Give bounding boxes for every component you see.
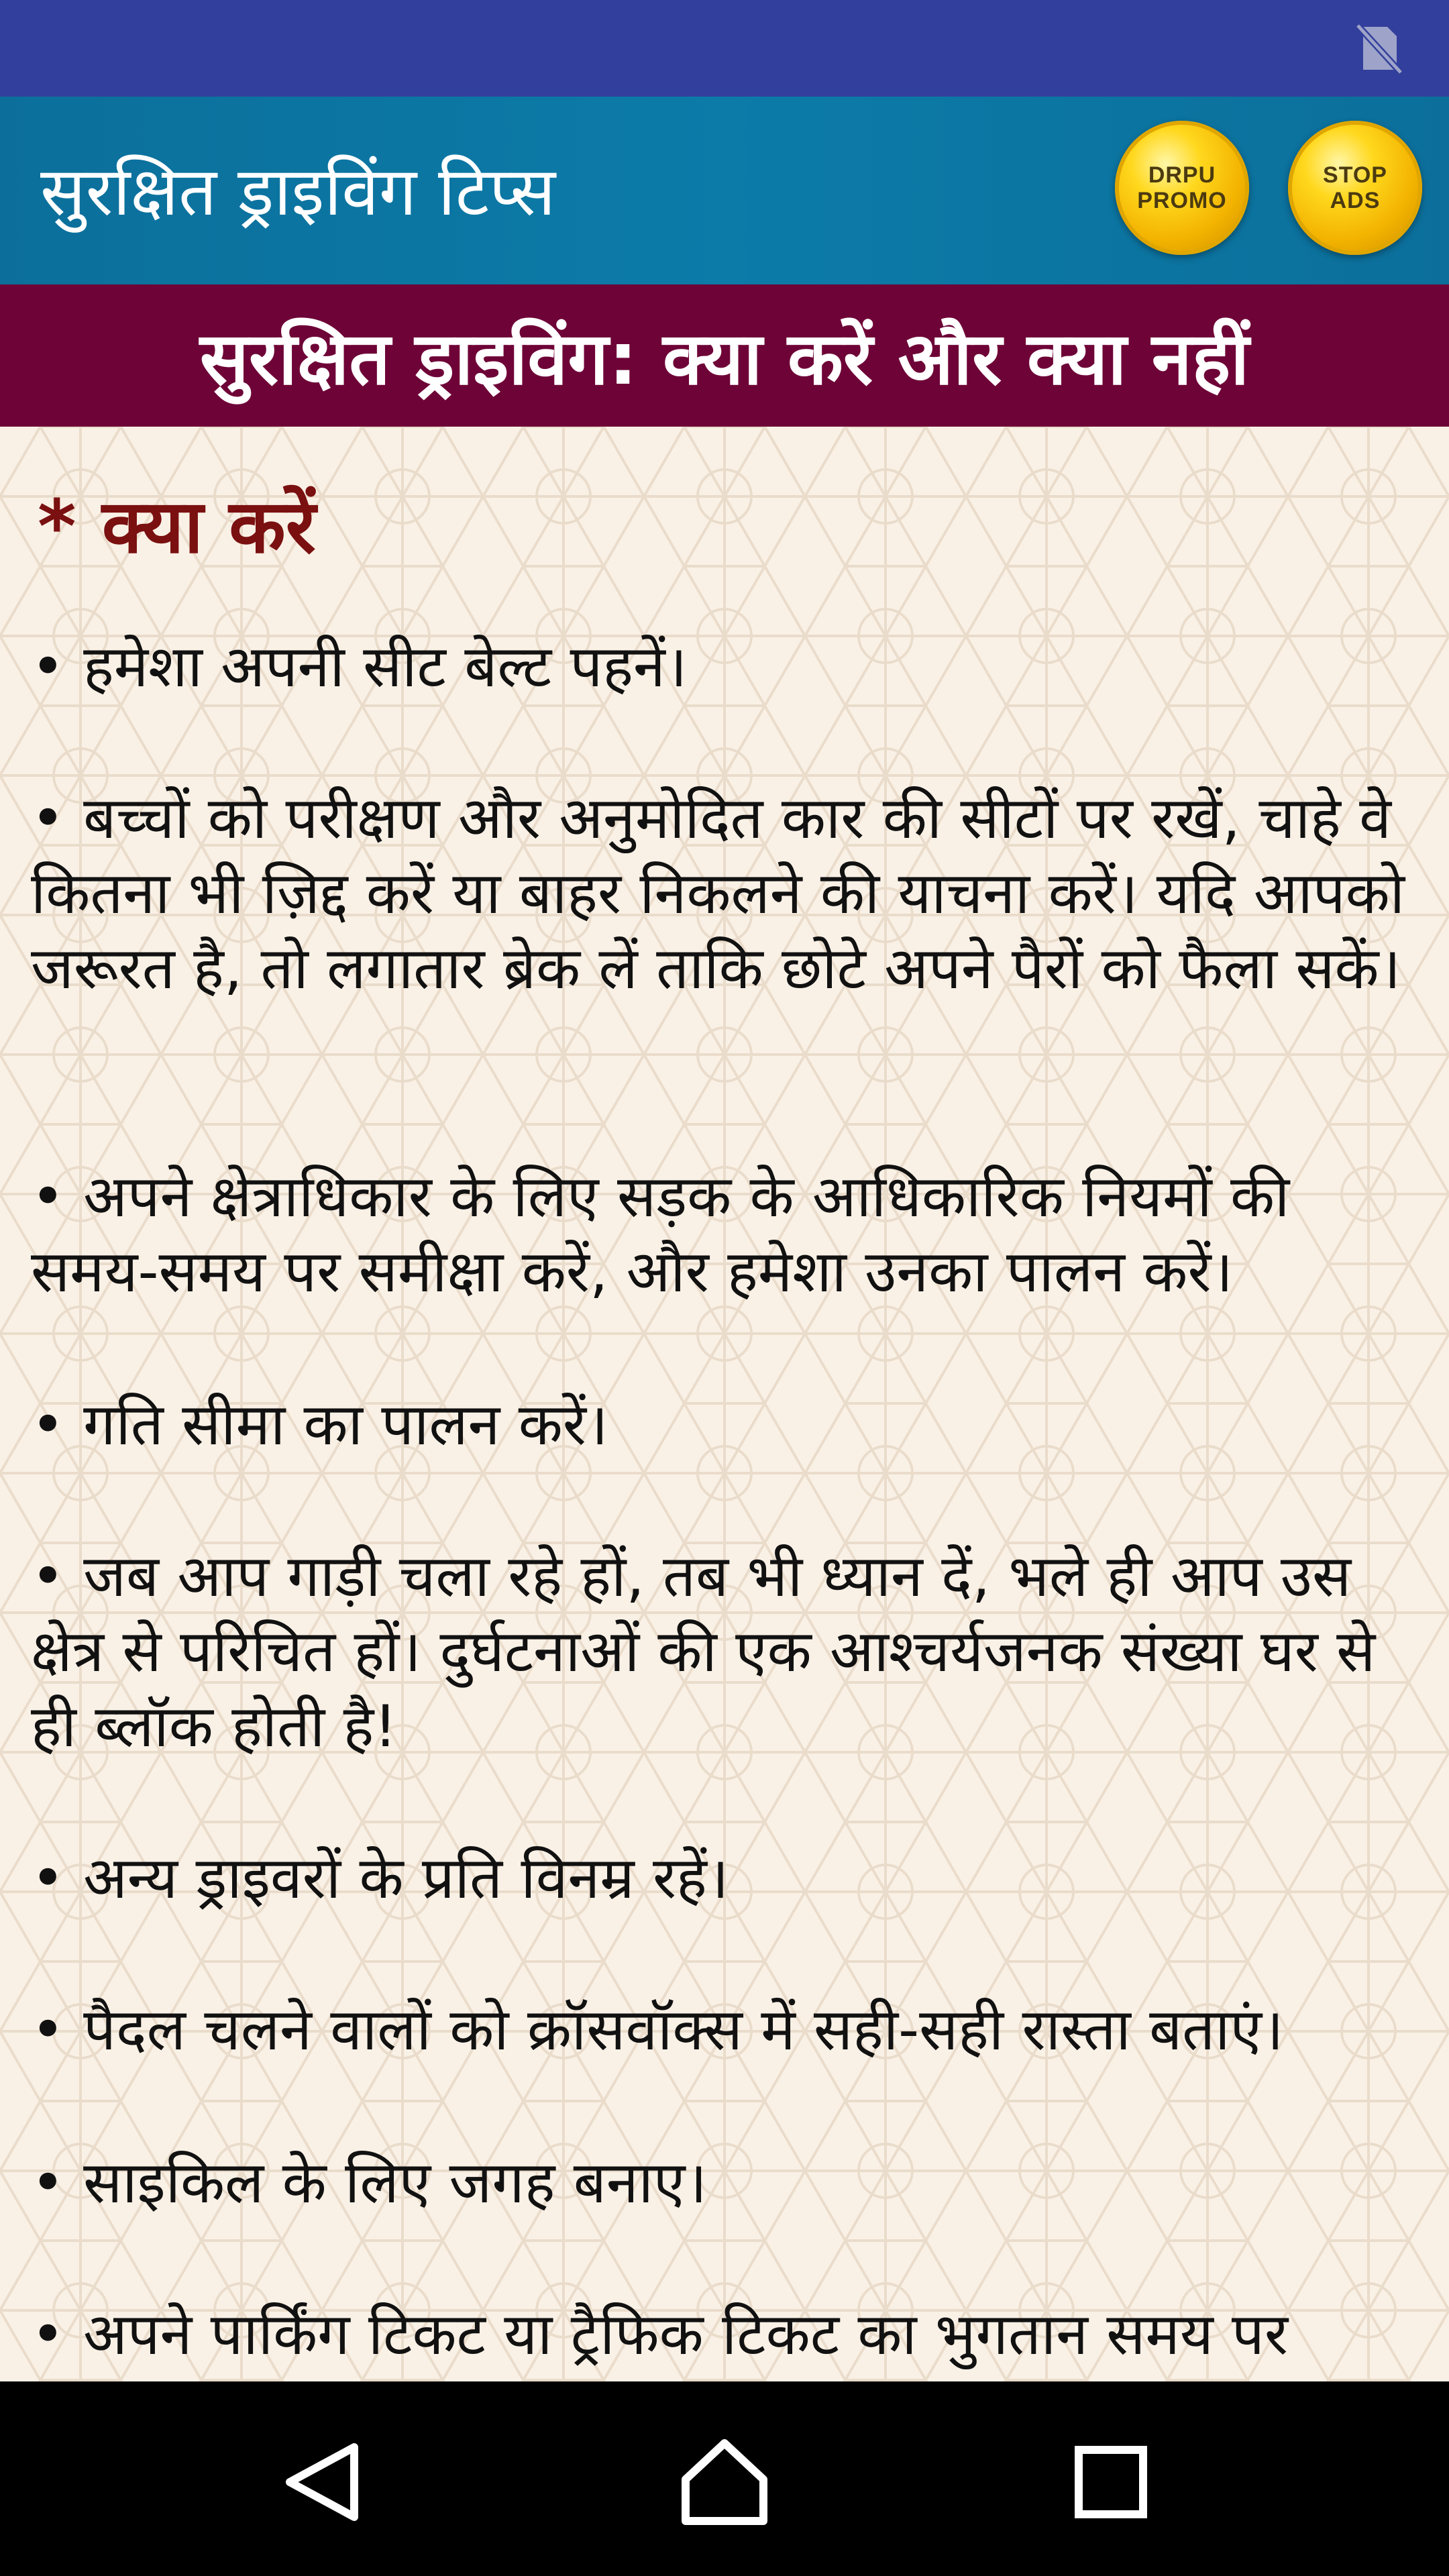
recents-square-icon[interactable] — [1057, 2435, 1165, 2529]
section-banner — [0, 284, 1449, 427]
stop-ads-button[interactable] — [1288, 121, 1422, 255]
tip-item: • अपने पार्किंग टिकट या ट्रैफिक टिकट का भुगतान समय पर — [31, 2301, 1289, 2368]
banner-title: सुरक्षित ड्राइविंग: क्या करें और क्या नहीं — [199, 317, 1250, 401]
dos-heading: * क्या करें — [38, 484, 316, 570]
app-title: सुरक्षित ड्राइविंग टिप्स — [40, 152, 556, 231]
drpu-promo-label: DRPU PROMO — [1137, 162, 1227, 213]
tips-content[interactable] — [0, 427, 1449, 2381]
no-sim-icon — [1348, 20, 1409, 76]
tip-item: • गति सीमा का पालन करें। — [31, 1391, 608, 1458]
drpu-promo-button[interactable] — [1115, 121, 1249, 255]
home-icon[interactable] — [671, 2435, 778, 2529]
app-bar — [0, 97, 1449, 284]
tip-item: • बच्चों को परीक्षण और अनुमोदित कार की सीटों पर रखें, चाहे वे कितना भी ज़िद्द करें या बाहर निकलने की याचना करें। यदि आपको जरूरत है, तो लगातार ब्रेक लें ताकि छोटे अपने पैरों को फैला सकें। — [31, 785, 1405, 1002]
tip-item: • अपने क्षेत्राधिकार के लिए सड़क के आधिकारिक नियमों की समय-समय पर समीक्षा करें, और हमेशा उनका पालन करें। — [31, 1163, 1290, 1305]
tip-item: • साइकिल के लिए जगह बनाए। — [31, 2149, 708, 2216]
navigation-bar — [0, 2381, 1449, 2576]
tip-item: • पैदल चलने वालों को क्रॉसवॉक्स में सही-सही रास्ता बताएं। — [31, 1996, 1284, 2063]
tip-item: • हमेशा अपनी सीट बेल्ट पहनें। — [31, 633, 688, 700]
status-bar — [0, 0, 1449, 97]
tip-item: • जब आप गाड़ी चला रहे हों, तब भी ध्यान दें, भले ही आप उस क्षेत्र से परिचित हों। दुर्घटनाओं की एक आश्चर्यजनक संख्या घर से ही ब्लॉक होती है! — [31, 1543, 1376, 1760]
stop-ads-label: STOP ADS — [1323, 162, 1387, 213]
back-triangle-icon[interactable] — [268, 2435, 376, 2529]
tip-item: • अन्य ड्राइवरों के प्रति विनम्र रहें। — [31, 1845, 729, 1912]
